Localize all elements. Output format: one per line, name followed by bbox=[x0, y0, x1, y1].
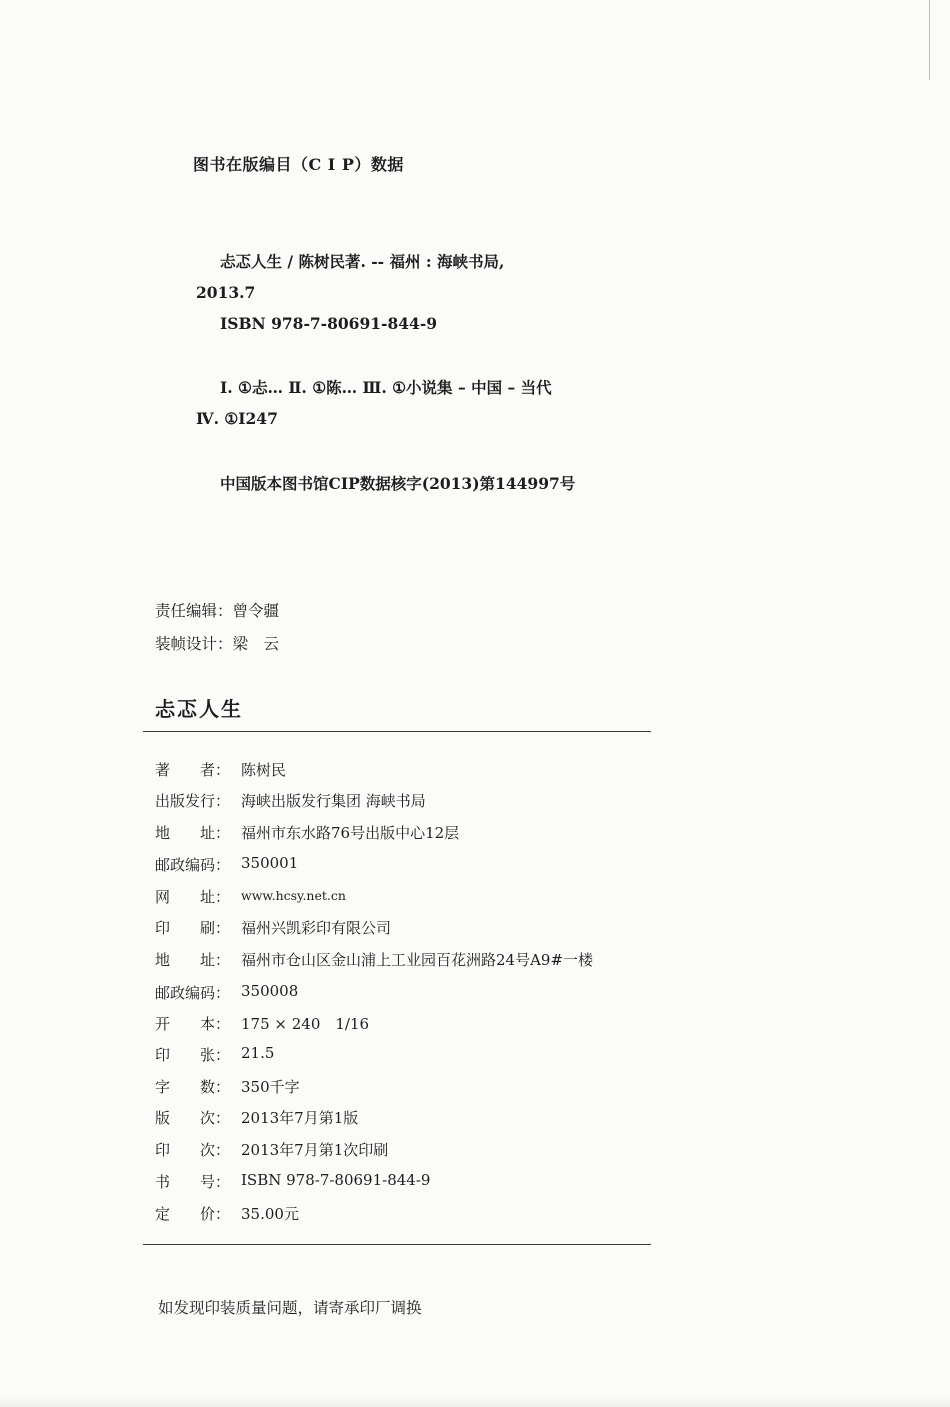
info-label: 印 次： bbox=[155, 1141, 231, 1159]
info-label: 书 号： bbox=[155, 1173, 231, 1191]
info-value: 福州市东水路76号出版中心12层 bbox=[241, 824, 460, 842]
quality-notice: 如发现印装质量问题，请寄承印厂调换 bbox=[158, 1299, 422, 1317]
info-value: 21.5 bbox=[241, 1044, 275, 1062]
info-value: 2013年7月第1次印刷 bbox=[241, 1141, 389, 1159]
scan-edge-shadow bbox=[0, 1397, 950, 1407]
scan-edge-mark bbox=[929, 0, 930, 80]
info-value: 175 × 240 1/16 bbox=[241, 1015, 370, 1033]
cip-record-date: 2013.7 bbox=[196, 283, 256, 302]
info-label: 印 张： bbox=[155, 1046, 231, 1064]
info-value: 350千字 bbox=[241, 1078, 300, 1096]
info-row-publisher-postcode bbox=[155, 854, 298, 875]
info-label: 网 址： bbox=[155, 888, 231, 906]
info-label: 地 址： bbox=[155, 951, 231, 969]
info-row-printer bbox=[155, 917, 391, 938]
info-label: 版 次： bbox=[155, 1109, 231, 1127]
info-row-price bbox=[155, 1203, 299, 1224]
cip-record-line: 忐忑人生 / 陈树民著. -- 福州 : 海峡书局, bbox=[220, 252, 505, 271]
credit-value: 曾令疆 bbox=[232, 602, 280, 620]
info-row-printing bbox=[155, 1139, 388, 1160]
cip-classification-code: Ⅳ. ①I247 bbox=[196, 409, 278, 428]
info-row-book-number bbox=[155, 1171, 430, 1192]
info-value: 福州兴凯彩印有限公司 bbox=[241, 919, 392, 937]
info-value: 福州市仓山区金山浦上工业园百花洲路24号A9#一楼 bbox=[241, 951, 594, 969]
info-row-word-count bbox=[155, 1076, 300, 1097]
cip-heading: 图书在版编目（C I P）数据 bbox=[193, 155, 404, 174]
designer-credit bbox=[155, 632, 279, 654]
info-row-website bbox=[155, 886, 346, 907]
info-value: 350001 bbox=[241, 854, 299, 872]
info-row-author bbox=[155, 759, 286, 780]
info-label: 字 数： bbox=[155, 1078, 231, 1096]
info-value: 35.00元 bbox=[241, 1205, 299, 1223]
info-row-printer-address bbox=[155, 949, 593, 970]
info-value: ISBN 978-7-80691-844-9 bbox=[241, 1171, 431, 1189]
credit-label: 装帧设计： bbox=[155, 635, 233, 653]
info-label: 邮政编码： bbox=[155, 984, 231, 1002]
info-value: 陈树民 bbox=[241, 761, 287, 779]
book-title: 忐忑人生 bbox=[155, 697, 243, 721]
info-label: 邮政编码： bbox=[155, 856, 231, 874]
cip-isbn: ISBN 978-7-80691-844-9 bbox=[220, 314, 438, 333]
info-label: 印 刷： bbox=[155, 919, 231, 937]
info-value: www.hcsy.net.cn bbox=[241, 888, 346, 903]
bottom-divider bbox=[143, 1244, 651, 1245]
info-label: 地 址： bbox=[155, 824, 231, 842]
editor-credit bbox=[155, 599, 279, 621]
info-label: 出版发行： bbox=[155, 792, 231, 810]
info-row-edition bbox=[155, 1107, 358, 1128]
info-label: 定 价： bbox=[155, 1205, 231, 1223]
info-row-format bbox=[155, 1013, 369, 1034]
info-value: 350008 bbox=[241, 982, 299, 1000]
info-label: 开 本： bbox=[155, 1015, 231, 1033]
credit-value: 梁 云 bbox=[232, 635, 280, 653]
info-label: 著 者： bbox=[155, 761, 231, 779]
info-row-sheets bbox=[155, 1044, 274, 1065]
info-row-publisher bbox=[155, 790, 426, 811]
info-value: 2013年7月第1版 bbox=[241, 1109, 359, 1127]
cip-classification-line: Ⅰ. ①忐… Ⅱ. ①陈… Ⅲ. ①小说集 – 中国 – 当代 bbox=[220, 378, 552, 397]
cip-approval-number: 中国版本图书馆CIP数据核字(2013)第144997号 bbox=[220, 474, 576, 493]
info-row-publisher-address bbox=[155, 822, 459, 843]
top-divider bbox=[143, 731, 651, 732]
info-value: 海峡出版发行集团 海峡书局 bbox=[241, 792, 426, 810]
info-row-printer-postcode bbox=[155, 982, 298, 1003]
credit-label: 责任编辑： bbox=[155, 602, 233, 620]
